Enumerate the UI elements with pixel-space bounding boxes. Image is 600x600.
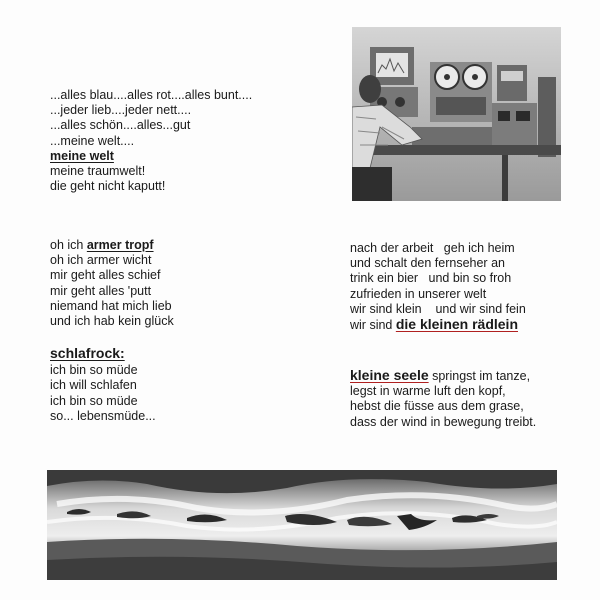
poem-line: trink ein bier und bin so froh (350, 271, 512, 286)
poem-kleine-raedlein (350, 241, 526, 333)
poem-line: oh ich armer wicht (50, 253, 152, 268)
poem-heading-schlafrock: schlafrock: (50, 345, 125, 361)
poem-line: so... lebensmüde... (50, 408, 156, 423)
poem-line: ...alles blau....alles rot....alles bunt.... (50, 88, 253, 102)
poem-heading-kleine-seele: kleine seele (350, 367, 429, 383)
poem-line: hebst die füsse aus dem grase, (350, 399, 524, 414)
poem-line: dass der wind in bewegung treibt. (350, 414, 537, 429)
poem-heading-armer-tropf: armer tropf (86, 238, 154, 252)
poem-line: niemand hat mich lieb (50, 298, 172, 313)
poem-line: ich bin so müde (50, 393, 138, 408)
poem-heading-meine-welt: meine welt (50, 148, 114, 163)
poem-line-text: wir sind (350, 318, 396, 333)
poem-line: ...alles schön....alles...gut (50, 118, 191, 133)
poem-line (50, 238, 174, 253)
photo-radio-operator-image (352, 27, 561, 201)
poem-line: und schalt den fernseher an (350, 256, 505, 271)
poem-schlafrock (50, 346, 156, 424)
poem-meine-welt (50, 88, 252, 194)
poem-line: ich will schlafen (50, 378, 137, 393)
poem-line: und ich hab kein glück (50, 314, 174, 329)
poem-armer-tropf (50, 238, 174, 329)
poem-line: ich bin so müde (50, 363, 138, 378)
poem-line: legst in warme luft den kopf, (350, 384, 506, 399)
poem-kleine-seele (350, 368, 536, 430)
poem-line: mir geht alles schief (50, 268, 161, 283)
poem-line: meine traumwelt! (50, 164, 146, 179)
poem-heading-kleinen-raedlein: die kleinen rädlein (395, 316, 518, 333)
poem-line: die geht nicht kaputt! (50, 179, 166, 194)
poem-line (350, 317, 526, 333)
poem-line: wir sind klein und wir sind fein (350, 301, 526, 316)
photo-radio-operator (352, 27, 561, 201)
poem-line: zufrieden in unserer welt (350, 286, 487, 301)
poem-line: ...meine welt.... (50, 133, 135, 148)
photo-seals-surf-image (47, 470, 557, 580)
poem-line (350, 368, 536, 384)
poem-line-text: springst im tanze, (428, 369, 531, 383)
poem-line-text: oh ich (50, 238, 87, 252)
poem-line: ...jeder lieb....jeder nett.... (50, 103, 192, 118)
photo-seals-surf (47, 470, 557, 580)
poem-line: nach der arbeit geh ich heim (350, 241, 515, 255)
poem-line: mir geht alles 'putt (50, 283, 152, 298)
